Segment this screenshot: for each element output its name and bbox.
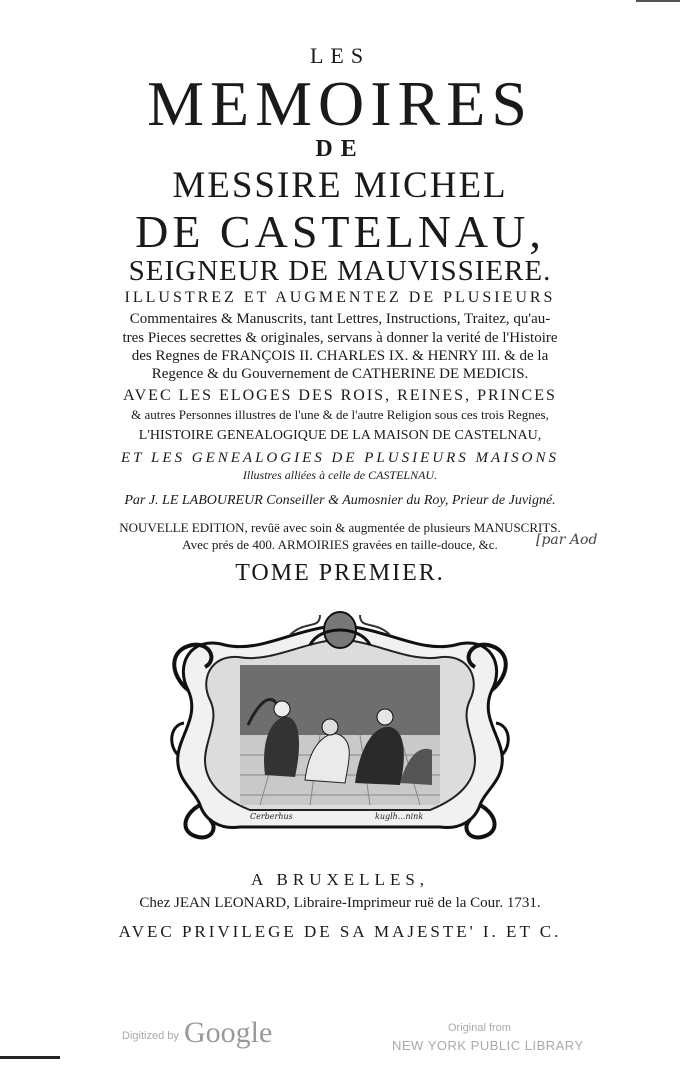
title-de-castelnau: DE CASTELNAU, [135, 206, 545, 257]
title-les: LES [309, 43, 371, 68]
description-line-2: tres Pieces secrettes & originales, servans à donner la verité de l'Histoire [122, 330, 558, 346]
imprint-publisher: Chez JEAN LEONARD, Libraire-Imprimeur ruë de la Cour. 1731. [139, 895, 541, 911]
original-from-label: Original from [448, 1022, 511, 1034]
histoire-genealogique: L'HISTOIRE GENEALOGIQUE DE LA MAISON DE CASTELNAU, [138, 428, 542, 443]
alliees-line: Illustres alliées à celle de CASTELNAU. [242, 468, 438, 482]
engraver-signature-left: Cerberhus [250, 812, 293, 821]
digitized-by-label: Digitized by [122, 1030, 179, 1042]
handwritten-margin-note: [par Aod [536, 532, 598, 548]
page-edge-top [636, 0, 680, 2]
title-memoires: MEMOIRES [147, 68, 533, 139]
edition-line-1: NOUVELLE EDITION, revûë avec soin & augmentée de plusieurs MANUSCRITS. [119, 520, 561, 535]
eloges-subline: & autres Personnes illustres de l'une & de l'autre Religion sous ces trois Regnes, [131, 407, 549, 422]
genealogies-heading: ET LES GENEALOGIES DE PLUSIEURS MAISONS [121, 450, 559, 466]
illustrez-heading: ILLUSTREZ ET AUGMENTEZ DE PLUSIEURS [124, 289, 556, 306]
engraver-signature-right: kuglh...nink [375, 812, 424, 821]
page-edge-line [0, 1056, 60, 1059]
description-line-1: Commentaires & Manuscrits, tant Lettres, Instructions, Traitez, qu'au- [129, 311, 551, 327]
eloges-heading: AVEC LES ELOGES DES ROIS, REINES, PRINCES [123, 387, 557, 404]
edition-line-2: Avec prés de 400. ARMOIRIES gravées en taille-douce, &c. [182, 537, 498, 552]
title-seigneur: SEIGNEUR DE MAUVISSIERE. [128, 255, 552, 287]
author-line: Par J. LE LABOUREUR Conseiller & Aumosnier du Roy, Prieur de Juvigné. [124, 493, 556, 508]
title-de: DE [315, 136, 365, 162]
description-line-3: des Regnes de FRANÇOIS II. CHARLES IX. & HENRY III. & de la [131, 348, 549, 364]
engraved-vignette [170, 605, 510, 840]
imprint-privilege: AVEC PRIVILEGE DE SA MAJESTE' I. ET C. [118, 922, 562, 941]
title-messire-michel: MESSIRE MICHEL [172, 165, 508, 206]
tome-premier: TOME PREMIER. [235, 560, 445, 586]
library-label: NEW YORK PUBLIC LIBRARY [392, 1038, 584, 1053]
google-logo: Google [184, 1016, 273, 1049]
imprint-city: A BRUXELLES, [250, 870, 430, 889]
description-line-4: Regence & du Gouvernement de CATHERINE DE MEDICIS. [151, 366, 529, 382]
